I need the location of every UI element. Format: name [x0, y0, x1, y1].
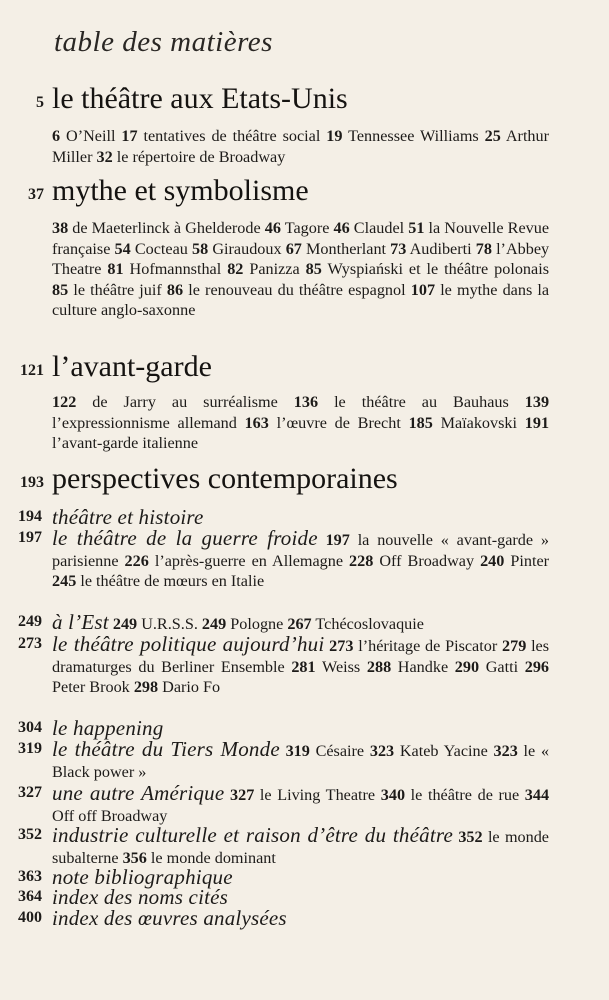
item-title: l’Abbey Theatre: [52, 239, 550, 278]
item-title: Claudel: [353, 219, 405, 237]
item-title: O’Neill: [66, 127, 116, 145]
item-page-number: 46: [333, 219, 350, 237]
item-title: Kateb Yacine: [399, 742, 488, 760]
entry-page-number: 352: [18, 826, 42, 843]
item-title: le mythe dans la culture anglo-saxonne: [52, 280, 550, 319]
item-title: le monde dominant: [150, 848, 276, 867]
section-heading: [0, 346, 609, 386]
item-page-number: 136: [293, 393, 319, 411]
item-title: Cocteau: [134, 239, 188, 258]
toc-entry: [0, 739, 609, 782]
entry-page-number: 249: [18, 613, 42, 630]
item-page-number: 85: [305, 260, 322, 278]
item-title: le théâtre de rue: [410, 786, 520, 804]
section-page-number: 5: [36, 94, 44, 111]
entry-body: [52, 825, 549, 868]
item-page-number: 279: [502, 637, 527, 655]
item-page-number: 356: [122, 848, 147, 867]
item-title: Giraudoux: [212, 239, 282, 258]
item-title: l’avant-garde italienne: [52, 434, 199, 452]
section-items: [52, 126, 549, 167]
item-page-number: 6: [52, 127, 61, 145]
item-title: Off Broadway: [379, 551, 475, 570]
item-page-number: 298: [133, 678, 159, 696]
item-title: le théâtre de mœurs en Italie: [80, 572, 265, 590]
entry-title: le théâtre politique aujourd’hui: [52, 632, 325, 656]
item-title: Hofmannsthal: [129, 260, 222, 278]
entry-title: index des noms cités: [52, 885, 229, 909]
item-title: le répertoire de Broadway: [116, 147, 286, 166]
item-page-number: 81: [107, 260, 124, 278]
item-title: tentatives de théâtre social: [143, 127, 321, 145]
item-page-number: 319: [285, 742, 310, 760]
toc-entry: [0, 908, 609, 931]
item-title: la nouvelle « avant-garde » parisienne: [52, 531, 549, 570]
toc-entry: [0, 825, 609, 868]
item-page-number: 185: [408, 413, 433, 432]
section-page-number: 37: [28, 186, 44, 203]
entry-title: le théâtre du Tiers Monde: [52, 737, 280, 761]
item-page-number: 273: [329, 637, 354, 655]
item-page-number: 139: [524, 393, 550, 411]
item-page-number: 58: [192, 239, 209, 258]
entry-title: à l’Est: [52, 610, 109, 634]
item-page-number: 340: [380, 786, 406, 804]
item-title: Tennessee Williams: [348, 127, 479, 145]
entry-body: [52, 908, 549, 931]
item-page-number: 327: [230, 786, 255, 804]
section-heading: [0, 78, 609, 118]
toc-entry: [0, 634, 609, 698]
entry-page-number: 327: [18, 784, 42, 801]
item-page-number: 73: [390, 239, 407, 258]
item-title: la Nouvelle Revue française: [52, 219, 550, 258]
item-title: Panizza: [249, 260, 300, 278]
entry-title: index des œuvres analysées: [52, 906, 287, 930]
item-title: Weiss: [321, 657, 361, 676]
item-title: le théâtre au Bauhaus: [334, 393, 509, 411]
entry-body: [52, 783, 549, 826]
section-title: mythe et symbolisme: [52, 174, 309, 207]
item-page-number: 240: [480, 551, 505, 570]
item-page-number: 228: [349, 551, 374, 570]
item-title: Dario Fo: [162, 678, 221, 696]
entry-body: [52, 634, 549, 698]
item-title: le « Black power »: [52, 742, 550, 781]
entry-body: [52, 528, 549, 592]
item-title: de Maeterlinck à Ghelderode: [72, 219, 261, 237]
item-title: le Living Theatre: [259, 786, 376, 804]
entry-title: note bibliographique: [52, 865, 233, 889]
section-title: l’avant-garde: [52, 350, 212, 383]
item-title: Pologne: [230, 615, 284, 633]
entry-page-number: 400: [18, 909, 42, 926]
item-title: Off off Broadway: [52, 806, 168, 825]
item-page-number: 85: [52, 280, 69, 299]
item-title: U.R.S.S.: [141, 615, 198, 633]
item-title: l’expressionnisme allemand: [52, 413, 237, 432]
item-title: Montherlant: [306, 239, 387, 258]
section-items: [52, 218, 549, 321]
item-title: l’héritage de Piscator: [358, 637, 498, 655]
item-page-number: 122: [52, 393, 77, 411]
item-title: Césaire: [315, 742, 365, 760]
item-page-number: 86: [166, 280, 184, 299]
item-page-number: 38: [52, 219, 69, 237]
item-page-number: 249: [112, 615, 138, 633]
entry-page-number: 319: [18, 740, 42, 757]
section-title: le théâtre aux Etats-Unis: [52, 82, 348, 115]
item-title: de Jarry au surréalisme: [92, 393, 278, 411]
item-title: Wyspiański et le théâtre polonais: [327, 260, 550, 278]
section-title: perspectives contemporaines: [52, 462, 398, 495]
item-title: Audiberti: [409, 239, 472, 258]
item-page-number: 267: [287, 615, 312, 633]
item-page-number: 245: [52, 572, 77, 590]
entry-page-number: 363: [18, 868, 42, 885]
item-title: Arthur Miller: [52, 127, 550, 166]
item-page-number: 67: [285, 239, 302, 258]
item-title: Peter Brook: [52, 678, 130, 696]
item-page-number: 197: [325, 531, 350, 549]
toc-entry: [0, 783, 609, 826]
section-heading: [0, 170, 609, 210]
item-page-number: 288: [366, 657, 392, 676]
item-page-number: 226: [124, 551, 149, 570]
item-title: Handke: [397, 657, 449, 676]
item-title: Maïakovski: [440, 413, 518, 432]
item-title: l’après-guerre en Allemagne: [154, 551, 344, 570]
page-title: table des matières: [54, 26, 273, 58]
section-heading: [0, 458, 609, 498]
item-title: Pinter: [510, 551, 550, 570]
item-page-number: 281: [291, 657, 316, 676]
item-title: l’œuvre de Brecht: [276, 413, 401, 432]
item-title: le renouveau du théâtre espagnol: [188, 280, 406, 299]
entry-body: [52, 739, 549, 782]
entry-page-number: 194: [18, 508, 42, 525]
item-page-number: 107: [410, 280, 436, 299]
item-page-number: 25: [484, 127, 501, 145]
item-page-number: 290: [454, 657, 480, 676]
item-page-number: 191: [524, 413, 550, 432]
section-items: [52, 392, 549, 454]
item-page-number: 19: [326, 127, 343, 145]
item-page-number: 82: [227, 260, 244, 278]
item-title: Tchécoslovaquie: [315, 615, 424, 633]
entry-title: le théâtre de la guerre froide: [52, 526, 318, 550]
item-page-number: 54: [114, 239, 131, 258]
item-page-number: 323: [493, 742, 518, 760]
item-page-number: 46: [264, 219, 281, 237]
item-title: le monde subalterne: [52, 828, 549, 867]
item-page-number: 296: [524, 657, 549, 676]
item-page-number: 352: [458, 828, 483, 846]
entry-page-number: 273: [18, 635, 42, 652]
entry-title: théâtre et histoire: [52, 505, 204, 529]
item-page-number: 323: [369, 742, 395, 760]
item-page-number: 163: [244, 413, 269, 432]
item-page-number: 32: [96, 147, 113, 166]
item-title: Tagore: [284, 219, 330, 237]
section-page-number: 193: [20, 474, 44, 491]
item-title: les dramaturges du Berliner Ensemble: [52, 637, 550, 676]
item-page-number: 344: [524, 786, 550, 804]
item-page-number: 249: [201, 615, 227, 633]
entry-title: le happening: [52, 716, 164, 740]
entry-page-number: 364: [18, 888, 42, 905]
section-page-number: 121: [20, 362, 44, 379]
item-page-number: 17: [121, 127, 138, 145]
item-page-number: 78: [475, 239, 492, 258]
item-title: Gatti: [485, 657, 519, 676]
toc-entry: [0, 528, 609, 592]
entry-page-number: 197: [18, 529, 42, 546]
item-page-number: 51: [408, 219, 425, 237]
entry-page-number: 304: [18, 719, 42, 736]
item-title: le théâtre juif: [73, 280, 162, 299]
entry-title: industrie culturelle et raison d’être du théâtre: [52, 823, 453, 847]
entry-title: une autre Amérique: [52, 781, 225, 805]
